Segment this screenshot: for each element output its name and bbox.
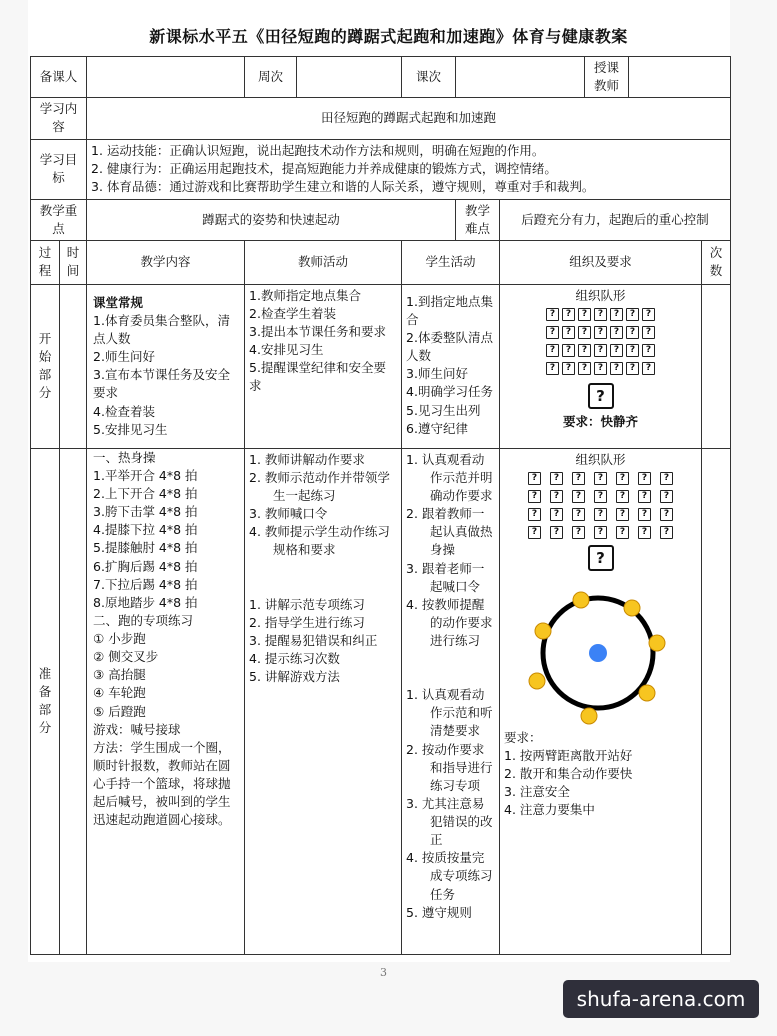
prep-student-special xyxy=(406,686,495,922)
student-marker: ? xyxy=(546,344,559,357)
student-marker: ? xyxy=(578,308,591,321)
difficulty-value: 后蹬充分有力，起跑后的重心控制 xyxy=(500,199,731,240)
student-marker: ? xyxy=(638,526,651,539)
prep-content-item: 3.胯下击掌 4*8 拍 xyxy=(93,504,198,520)
prep-student-item: 4. 按质按量完成专项练习任务 xyxy=(406,850,493,902)
lesson-plan-table xyxy=(30,56,731,955)
objective-item: 2. 健康行为：正确运用起跑技术，提高短跑能力并养成健康的锻炼方式，调控情绪。 xyxy=(91,160,557,176)
student-marker: ? xyxy=(610,344,623,357)
start-student-item: 2.体委整队清点人数 xyxy=(406,330,493,364)
start-student-item: 4.明确学习任务 xyxy=(406,384,493,400)
prep-formation xyxy=(504,472,697,539)
week-label: 周次 xyxy=(245,57,297,98)
smiley-student-icon xyxy=(535,623,551,639)
smiley-student-icon xyxy=(581,708,597,724)
prep-student-item: 2. 跟着教师一起认真做热身操 xyxy=(406,506,493,558)
smiley-student-icon xyxy=(573,592,589,608)
smiley-student-icon xyxy=(639,685,655,701)
prep-teacher xyxy=(245,448,402,954)
prep-teacher-item: 1. 讲解示范专项练习 xyxy=(249,596,365,612)
col-teacher: 教师活动 xyxy=(245,240,402,284)
start-org-title: 组织队形 xyxy=(575,287,626,303)
student-marker: ? xyxy=(616,526,629,539)
page-number: 3 xyxy=(380,966,387,979)
lesson-value xyxy=(456,57,585,98)
difficulty-label: 教学难点 xyxy=(456,199,500,240)
student-marker: ? xyxy=(616,490,629,503)
prep-student-item: 1. 认真观看动作示范和听清楚要求 xyxy=(406,687,493,739)
circle-formation-diagram xyxy=(521,575,681,725)
student-marker: ? xyxy=(626,362,639,375)
prep-teacher-item: 3. 教师喊口令 xyxy=(249,506,328,522)
student-marker: ? xyxy=(610,326,623,339)
student-marker: ? xyxy=(610,362,623,375)
student-marker: ? xyxy=(594,472,607,485)
student-marker: ? xyxy=(562,308,575,321)
start-teacher xyxy=(245,284,402,448)
col-student: 学生活动 xyxy=(402,240,500,284)
start-student-item: 6.遵守纪律 xyxy=(406,420,468,436)
content-label: 学习内容 xyxy=(31,98,87,139)
prep-teacher-item: 3. 提醒易犯错误和纠正 xyxy=(249,632,378,648)
prep-content-item: ③ 高抬腿 xyxy=(93,667,146,683)
smiley-student-icon xyxy=(529,673,545,689)
student-marker: ? xyxy=(572,490,585,503)
student-marker: ? xyxy=(572,526,585,539)
student-marker: ? xyxy=(638,472,651,485)
start-student xyxy=(402,284,500,448)
smiley-student-icon xyxy=(649,635,665,651)
prep-content-item: 游戏：喊号接球 xyxy=(93,721,181,737)
header-row xyxy=(31,57,731,98)
column-header-row xyxy=(31,240,731,284)
prep-content-item: ④ 车轮跑 xyxy=(93,685,146,701)
key-value: 蹲踞式的姿势和快速起动 xyxy=(87,199,456,240)
start-org-requirement: 要求：快静齐 xyxy=(563,413,639,429)
start-content xyxy=(87,284,245,448)
prep-student xyxy=(402,448,500,954)
student-marker: ? xyxy=(528,490,541,503)
start-time xyxy=(60,284,87,448)
student-marker: ? xyxy=(546,362,559,375)
student-marker: ? xyxy=(616,472,629,485)
objectives-row xyxy=(31,139,731,199)
prep-content-item: 2.上下开合 4*8 拍 xyxy=(93,486,198,501)
start-content-item: 2.师生问好 xyxy=(93,349,155,365)
prep-teacher-item: 2. 教师示范动作并带领学生一起练习 xyxy=(249,469,390,503)
prep-teacher-item: 2. 指导学生进行练习 xyxy=(249,614,365,630)
student-marker: ? xyxy=(562,362,575,375)
student-marker: ? xyxy=(594,508,607,521)
student-marker: ? xyxy=(616,508,629,521)
start-content-item: 3.宣布本节课任务及安全要求 xyxy=(93,367,230,401)
prep-teacher-item: 4. 教师提示学生动作练习规格和要求 xyxy=(249,524,390,558)
objective-item: 1. 运动技能：正确认识短跑，说出起跑技术动作方法和规则，明确在短跑的作用。 xyxy=(91,142,545,158)
start-org xyxy=(500,284,702,448)
student-marker: ? xyxy=(638,508,651,521)
prep-teacher-warmup xyxy=(249,451,397,560)
start-teacher-item: 5.提醒课堂纪律和安全要求 xyxy=(249,360,386,394)
student-marker: ? xyxy=(528,526,541,539)
prep-content-item: 4.提膝下拉 4*8 拍 xyxy=(93,522,198,538)
prep-student-item: 1. 认真观看动作示范并明确动作要求 xyxy=(406,451,493,503)
col-org: 组织及要求 xyxy=(500,240,702,284)
student-marker: ? xyxy=(562,326,575,339)
start-student-item: 5.见习生出列 xyxy=(406,402,481,418)
student-marker: ? xyxy=(550,526,563,539)
prep-req-item: 4. 注意力要集中 xyxy=(504,802,595,818)
student-marker: ? xyxy=(594,362,607,375)
prep-teacher-item: 5. 讲解游戏方法 xyxy=(249,669,340,684)
student-marker: ? xyxy=(626,308,639,321)
student-marker: ? xyxy=(572,508,585,521)
preparer-value xyxy=(87,57,245,98)
prep-student-warmup xyxy=(406,451,495,650)
prep-org-requirements xyxy=(504,729,697,820)
student-marker: ? xyxy=(642,362,655,375)
prep-content-item: 二、跑的专项练习 xyxy=(93,612,194,628)
start-count xyxy=(702,284,731,448)
col-process: 过程 xyxy=(31,240,60,284)
start-teacher-item: 2.检查学生着装 xyxy=(249,305,336,321)
student-marker: ? xyxy=(546,308,559,321)
smiley-student-icon xyxy=(624,600,640,616)
key-row xyxy=(31,199,731,240)
prep-time xyxy=(60,448,87,954)
preparer-label: 备课人 xyxy=(31,57,87,98)
student-marker: ? xyxy=(660,526,673,539)
student-marker: ? xyxy=(594,344,607,357)
start-student-item: 1.到指定地点集合 xyxy=(406,293,493,327)
col-time: 时间 xyxy=(60,240,87,284)
prep-req-item: 1. 按两臂距离散开站好 xyxy=(504,748,633,763)
student-marker: ? xyxy=(594,526,607,539)
content-value: 田径短跑的蹲踞式起跑和加速跑 xyxy=(87,98,731,139)
prep-content-item: ⑤ 后蹬跑 xyxy=(93,703,146,719)
prep-req-item: 3. 注意安全 xyxy=(504,784,570,800)
prep-content-item: 1.平举开合 4*8 拍 xyxy=(93,467,198,483)
student-marker: ? xyxy=(660,490,673,503)
prep-count xyxy=(702,448,731,954)
student-marker: ? xyxy=(528,508,541,521)
teacher-value xyxy=(629,57,731,98)
student-marker: ? xyxy=(578,344,591,357)
prep-teacher-item: 1. 教师讲解动作要求 xyxy=(249,451,365,467)
teacher-label: 授课教师 xyxy=(585,57,629,98)
prep-section-row xyxy=(31,448,731,954)
watermark: shufa-arena.com xyxy=(563,980,759,1018)
student-marker: ? xyxy=(660,472,673,485)
content-row xyxy=(31,98,731,139)
teacher-marker: ? xyxy=(588,545,614,571)
student-marker: ? xyxy=(660,508,673,521)
prep-org-title: 组织队形 xyxy=(575,451,626,467)
start-teacher-item: 3.提出本节课任务和要求 xyxy=(249,324,386,339)
student-marker: ? xyxy=(626,344,639,357)
student-marker: ? xyxy=(594,490,607,503)
prep-req-title: 要求： xyxy=(504,729,542,745)
start-content-item: 1.体育委员集合整队，清点人数 xyxy=(93,312,230,346)
start-content-item: 5.安排见习生 xyxy=(93,421,168,437)
prep-content-item: 7.下拉后踢 4*8 拍 xyxy=(93,576,198,592)
objectives-label: 学习目标 xyxy=(31,139,87,199)
student-marker: ? xyxy=(578,326,591,339)
start-teacher-item: 1.教师指定地点集合 xyxy=(249,287,361,303)
prep-req-item: 2. 散开和集合动作要快 xyxy=(504,766,633,782)
student-marker: ? xyxy=(594,326,607,339)
prep-content-item: 5.提膝触肘 4*8 拍 xyxy=(93,540,198,556)
prep-org xyxy=(500,448,702,954)
prep-teacher-item: 4. 提示练习次数 xyxy=(249,650,340,666)
student-marker: ? xyxy=(642,344,655,357)
prep-content-item: 一、热身操 xyxy=(93,449,156,465)
prep-content-item: ② 侧交叉步 xyxy=(93,649,159,665)
start-formation xyxy=(504,308,697,375)
student-marker: ? xyxy=(578,362,591,375)
objective-item: 3. 体育品德：通过游戏和比赛帮助学生建立和谐的人际关系，遵守规则，尊重对手和裁判。 xyxy=(91,179,595,195)
student-marker: ? xyxy=(626,326,639,339)
start-label: 开始部分 xyxy=(31,284,60,448)
prep-content-item: ① 小步跑 xyxy=(93,631,146,646)
lesson-label: 课次 xyxy=(402,57,456,98)
start-teacher-item: 4.安排见习生 xyxy=(249,342,324,358)
student-marker: ? xyxy=(550,490,563,503)
center-ball xyxy=(589,644,607,662)
document-title: 新课标水平五《田径短跑的蹲踞式起跑和加速跑》体育与健康教案 xyxy=(149,27,628,46)
student-marker: ? xyxy=(546,326,559,339)
start-content-title: 课堂常规 xyxy=(93,294,144,310)
key-label: 教学重点 xyxy=(31,199,87,240)
start-section-row xyxy=(31,284,731,448)
student-marker: ? xyxy=(610,308,623,321)
prep-teacher-special xyxy=(249,596,397,687)
prep-student-item: 5. 遵守规则 xyxy=(406,904,472,920)
col-content: 教学内容 xyxy=(87,240,245,284)
prep-student-item: 3. 跟着老师一起喊口令 xyxy=(406,560,485,594)
start-student-item: 3.师生问好 xyxy=(406,366,468,382)
prep-student-item: 3. 尤其注意易犯错误的改正 xyxy=(406,795,493,848)
prep-student-item: 2. 按动作要求和指导进行练习专项 xyxy=(406,741,493,793)
student-marker: ? xyxy=(594,308,607,321)
student-marker: ? xyxy=(638,490,651,503)
prep-student-item: 4. 按教师提醒的动作要求进行练习 xyxy=(406,596,493,648)
start-content-item: 4.检查着装 xyxy=(93,403,155,419)
student-marker: ? xyxy=(572,472,585,485)
prep-content-item: 6.扩胸后踢 4*8 拍 xyxy=(93,558,198,574)
student-marker: ? xyxy=(642,326,655,339)
week-value xyxy=(297,57,402,98)
prep-content-item: 8.原地踏步 4*8 拍 xyxy=(93,594,198,610)
student-marker: ? xyxy=(642,308,655,321)
prep-content xyxy=(87,448,245,954)
student-marker: ? xyxy=(562,344,575,357)
student-marker: ? xyxy=(550,472,563,485)
objectives-list xyxy=(87,139,731,199)
student-marker: ? xyxy=(550,508,563,521)
col-count: 次数 xyxy=(702,240,731,284)
prep-label: 准备部分 xyxy=(31,448,60,954)
teacher-marker: ? xyxy=(588,383,614,409)
prep-content-item: 方法：学生围成一个圈，顺时针报数，教师站在圆心手持一个篮球，将球抛起后喊号，被叫到的学生迅速起动跑道圆心接球。 xyxy=(93,739,231,828)
student-marker: ? xyxy=(528,472,541,485)
